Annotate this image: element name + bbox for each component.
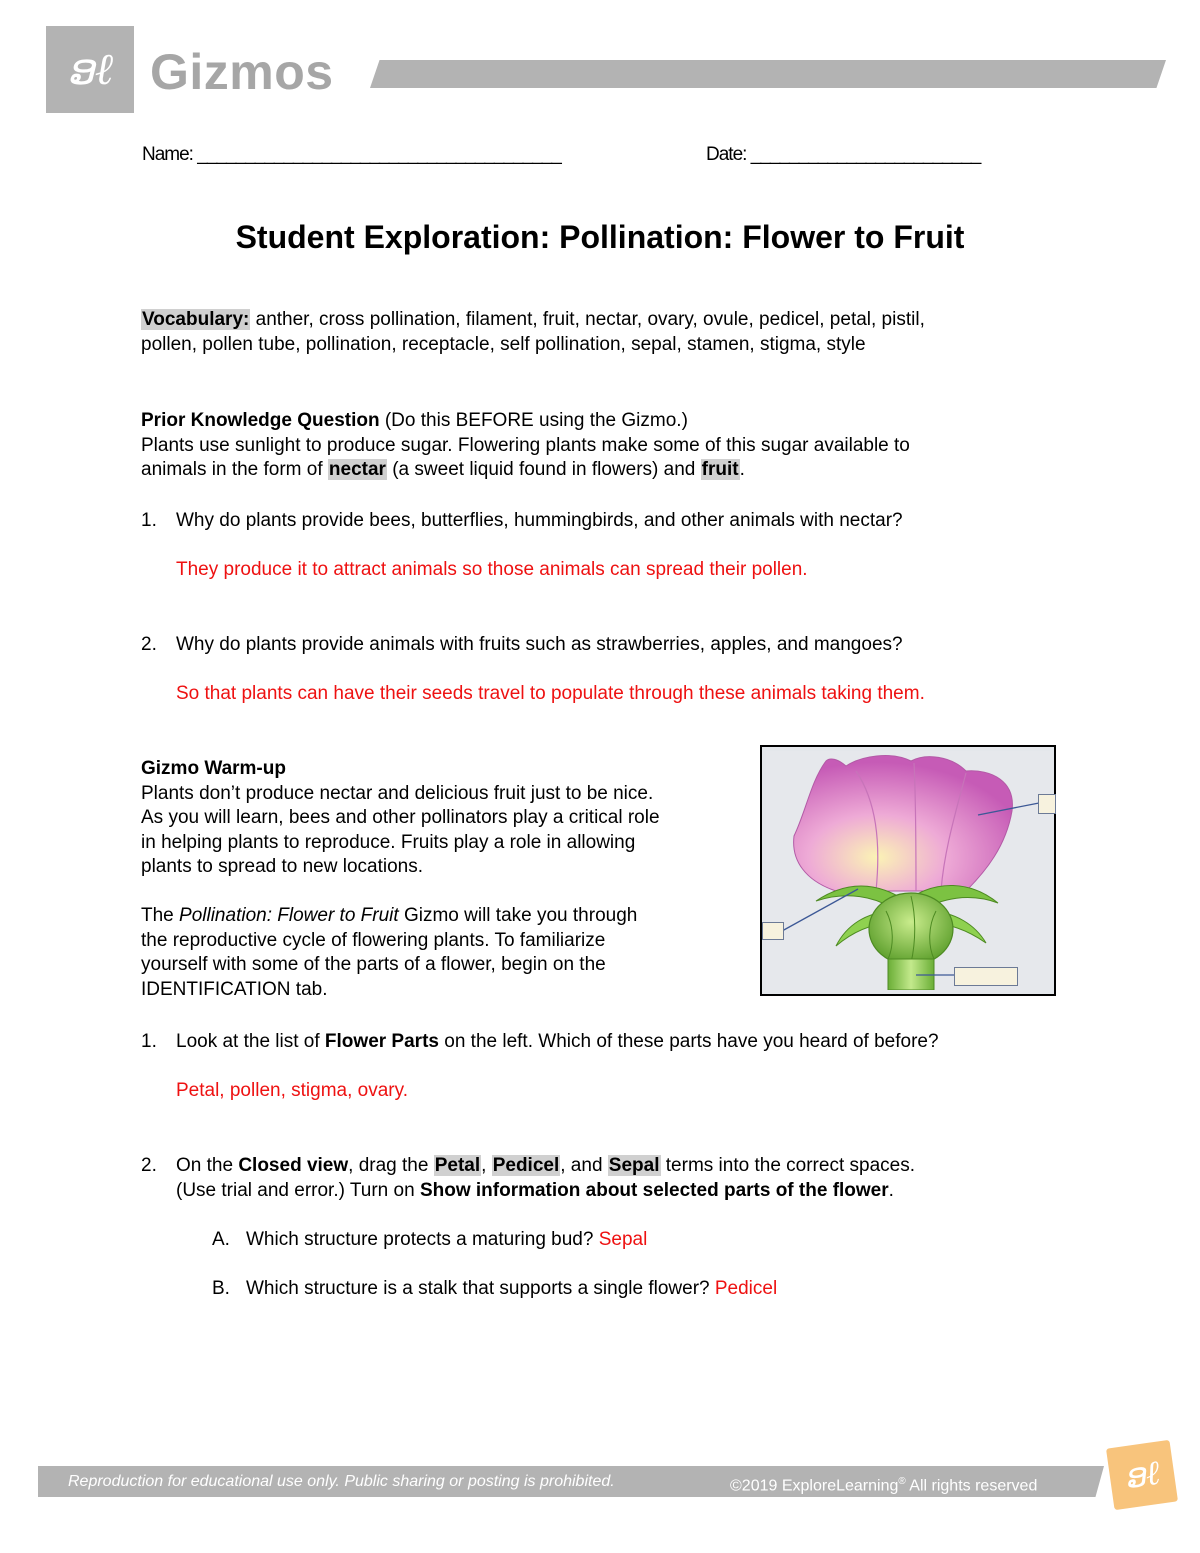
name-label: Name: <box>142 144 193 165</box>
warmup-q2-d: , and <box>560 1155 608 1176</box>
name-blank[interactable]: ______________________________________ <box>197 144 561 165</box>
warmup-q2-line2-a: (Use trial and error.) Turn on <box>176 1179 420 1201</box>
term-sepal: Sepal <box>608 1155 660 1176</box>
prior-q1-number: 1. <box>141 510 157 531</box>
term-petal: Petal <box>434 1155 481 1176</box>
copyright-symbol: © <box>730 1477 742 1495</box>
flower-illustration <box>766 751 1050 990</box>
term-closed-view: Closed view <box>238 1155 349 1176</box>
prior-knowledge-block <box>141 409 1101 483</box>
prior-line2-c: . <box>739 459 745 480</box>
warmup-q2-number: 2. <box>141 1155 157 1176</box>
header-bar <box>370 60 1166 88</box>
sub-question-b-answer[interactable]: Pedicel <box>714 1278 778 1299</box>
warmup-p1-line: in helping plants to reproduce. Fruits play a role in allowing <box>141 831 636 853</box>
warmup-p1-line: plants to spread to new locations. <box>141 856 424 877</box>
registered-mark: ® <box>898 1476 906 1487</box>
sub-question-b-letter: B. <box>212 1278 230 1299</box>
warmup-block <box>141 757 741 1002</box>
petal-shape <box>794 756 1013 891</box>
warmup-heading: Gizmo Warm-up <box>141 758 286 779</box>
pedicel-drop-target[interactable] <box>954 967 1018 986</box>
warmup-q2-a: On the <box>176 1155 239 1176</box>
term-flower-parts: Flower Parts <box>324 1031 439 1052</box>
receptacle-shape <box>869 893 953 965</box>
date-line <box>706 143 980 168</box>
prior-line2-a: animals in the form of <box>141 459 328 480</box>
vocabulary-line2: pollen, pollen tube, pollination, receptacle, self pollination, sepal, stamen, stigma, style <box>141 333 866 355</box>
warmup-q1-a: Look at the list of <box>176 1031 325 1052</box>
gizmo-name: Pollination: Flower to Fruit <box>179 905 399 926</box>
petal-drop-target[interactable] <box>1038 794 1056 814</box>
warmup-q2-b: , drag the <box>348 1155 434 1176</box>
prior-line1: Plants use sunlight to produce sugar. Flowering plants make some of this sugar available to <box>141 434 910 456</box>
prior-heading-note: (Do this BEFORE using the Gizmo.) <box>379 410 688 431</box>
term-pedicel: Pedicel <box>492 1155 560 1176</box>
warmup-p2-line: yourself with some of the parts of a flower, begin on the <box>141 954 606 975</box>
prior-q2-number: 2. <box>141 634 157 655</box>
company-name: ExploreLearning <box>777 1477 899 1495</box>
term-fruit: fruit <box>701 459 739 480</box>
page-title: Student Exploration: Pollination: Flower to Fruit <box>235 219 965 255</box>
copyright-year: 2019 <box>741 1477 778 1495</box>
sub-question-a-answer[interactable]: Sepal <box>598 1229 648 1250</box>
footer-copyright <box>730 1470 1037 1498</box>
term-show-information: Show information about selected parts of the flower <box>419 1179 889 1201</box>
warmup-p1-line: Plants don’t produce nectar and delicious fruit just to be nice. <box>141 782 654 804</box>
name-line <box>142 143 561 168</box>
warmup-q2-text <box>176 1154 1076 1203</box>
sub-question-b <box>246 1277 777 1302</box>
date-blank[interactable]: ________________________ <box>750 144 981 165</box>
sub-question-b-text: Which structure is a stalk that supports a single flower? <box>246 1278 715 1299</box>
warmup-p2-a: The <box>141 905 180 926</box>
prior-q1-text: Why do plants provide bees, butterflies, hummingbirds, and other animals with nectar? <box>176 510 903 531</box>
gizmos-logo: ອℓ <box>46 26 134 113</box>
prior-q2-text: Why do plants provide animals with fruits such as strawberries, apples, and mangoes? <box>176 634 903 655</box>
warmup-p1-line: As you will learn, bees and other pollinators play a critical role <box>141 807 660 828</box>
warmup-q2-c: , <box>481 1155 492 1176</box>
date-label: Date: <box>706 144 747 165</box>
vocabulary-label: Vocabulary: <box>142 309 250 330</box>
warmup-q1-number: 1. <box>141 1031 157 1052</box>
flower-diagram <box>760 745 1056 996</box>
footer-disclaimer: Reproduction for educational use only. Public sharing or posting is prohibited. <box>68 1473 615 1490</box>
warmup-q1-b: on the left. Which of these parts have you heard of before? <box>438 1031 939 1052</box>
warmup-p2-line: the reproductive cycle of flowering plants. To familiarize <box>141 929 606 951</box>
warmup-q2-line2-b: . <box>888 1179 894 1201</box>
prior-a2-answer[interactable]: So that plants can have their seeds travel to populate through these animals taking them. <box>176 683 925 704</box>
warmup-p2-line: IDENTIFICATION tab. <box>141 978 328 1000</box>
prior-a1-answer[interactable]: They produce it to attract animals so those animals can spread their pollen. <box>176 559 808 580</box>
rights-text: All rights reserved <box>905 1477 1038 1495</box>
prior-line2-b: (a sweet liquid found in flowers) and <box>386 459 701 480</box>
explorelearning-logo: ອℓ <box>1106 1440 1178 1510</box>
vocabulary-line1: anther, cross pollination, filament, fruit, nectar, ovary, ovule, pedicel, petal, pistil, <box>250 309 925 330</box>
vocabulary-block <box>141 308 1081 357</box>
prior-heading: Prior Knowledge Question <box>141 410 380 431</box>
sub-question-a-text: Which structure protects a maturing bud? <box>246 1229 599 1250</box>
warmup-q1-text <box>176 1030 939 1055</box>
warmup-q2-e: terms into the correct spaces. <box>660 1155 915 1176</box>
sepal-drop-target[interactable] <box>762 922 784 940</box>
warmup-p2-b: Gizmo will take you through <box>398 905 638 926</box>
brand-name: Gizmos <box>150 44 334 100</box>
term-nectar: nectar <box>328 459 386 480</box>
sub-question-a-letter: A. <box>212 1229 230 1250</box>
sub-question-a <box>246 1228 647 1253</box>
warmup-a1-answer[interactable]: Petal, pollen, stigma, ovary. <box>176 1080 408 1101</box>
